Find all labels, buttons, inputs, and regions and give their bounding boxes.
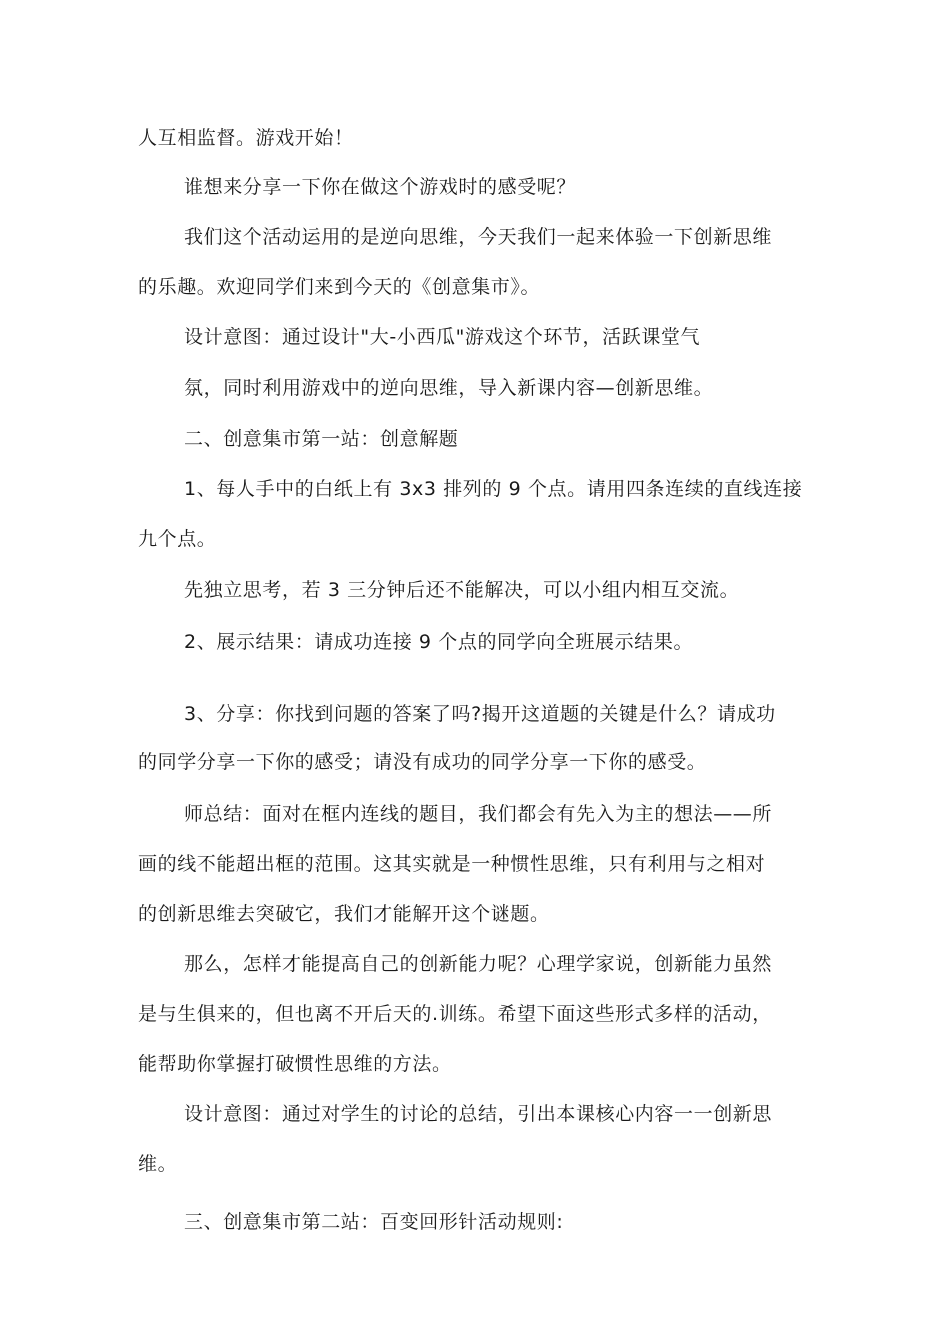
section-heading: 三、创意集市第二站：百变回形针活动规则: bbox=[184, 1211, 564, 1233]
text-line: 九个点。 bbox=[138, 528, 217, 550]
text-line: 1、每人手中的白纸上有 3x3 排列的 9 个点。请用四条连续的直线连接 bbox=[184, 478, 803, 500]
section-heading: 二、创意集市第一站：创意解题 bbox=[184, 428, 459, 450]
text-line: 设计意图：通过对学生的讨论的总结，引出本课核心内容一一创新思 bbox=[184, 1103, 773, 1125]
text-line: 的同学分享一下你的感受；请没有成功的同学分享一下你的感受。 bbox=[138, 751, 707, 773]
text-line: 画的线不能超出框的范围。这其实就是一种惯性思维，只有利用与之相对 bbox=[138, 853, 766, 875]
text-line: 是与生俱来的，但也离不开后天的.训练。希望下面这些形式多样的活动， bbox=[138, 1003, 772, 1025]
text-line: 我们这个活动运用的是逆向思维，今天我们一起来体验一下创新思维 bbox=[184, 226, 773, 248]
text-line: 那么，怎样才能提高自己的创新能力呢？心理学家说，创新能力虽然 bbox=[184, 953, 773, 975]
text-line: 谁想来分享一下你在做这个游戏时的感受呢？ bbox=[184, 176, 577, 198]
text-line: 的乐趣。欢迎同学们来到今天的《创意集市》。 bbox=[138, 276, 541, 298]
text-line: 维。 bbox=[138, 1153, 178, 1175]
text-line: 氛，同时利用游戏中的逆向思维，导入新课内容—创新思维。 bbox=[184, 377, 714, 399]
text-line: 的创新思维去突破它，我们才能解开这个谜题。 bbox=[138, 903, 550, 925]
text-line: 能帮助你掌握打破惯性思维的方法。 bbox=[138, 1053, 452, 1075]
text-line: 2、展示结果：请成功连接 9 个点的同学向全班展示结果。 bbox=[184, 631, 694, 653]
text-line: 师总结：面对在框内连线的题目，我们都会有先入为主的想法——所 bbox=[184, 803, 773, 825]
text-line: 人互相监督。游戏开始！ bbox=[138, 127, 354, 149]
text-line: 设计意图：通过设计"大-小西瓜"游戏这个环节，活跃课堂气 bbox=[184, 326, 701, 348]
text-line: 先独立思考，若 3 三分钟后还不能解决，可以小组内相互交流。 bbox=[184, 579, 740, 601]
text-line: 3、分享：你找到问题的答案了吗?揭开这道题的关键是什么？请成功 bbox=[184, 703, 776, 725]
